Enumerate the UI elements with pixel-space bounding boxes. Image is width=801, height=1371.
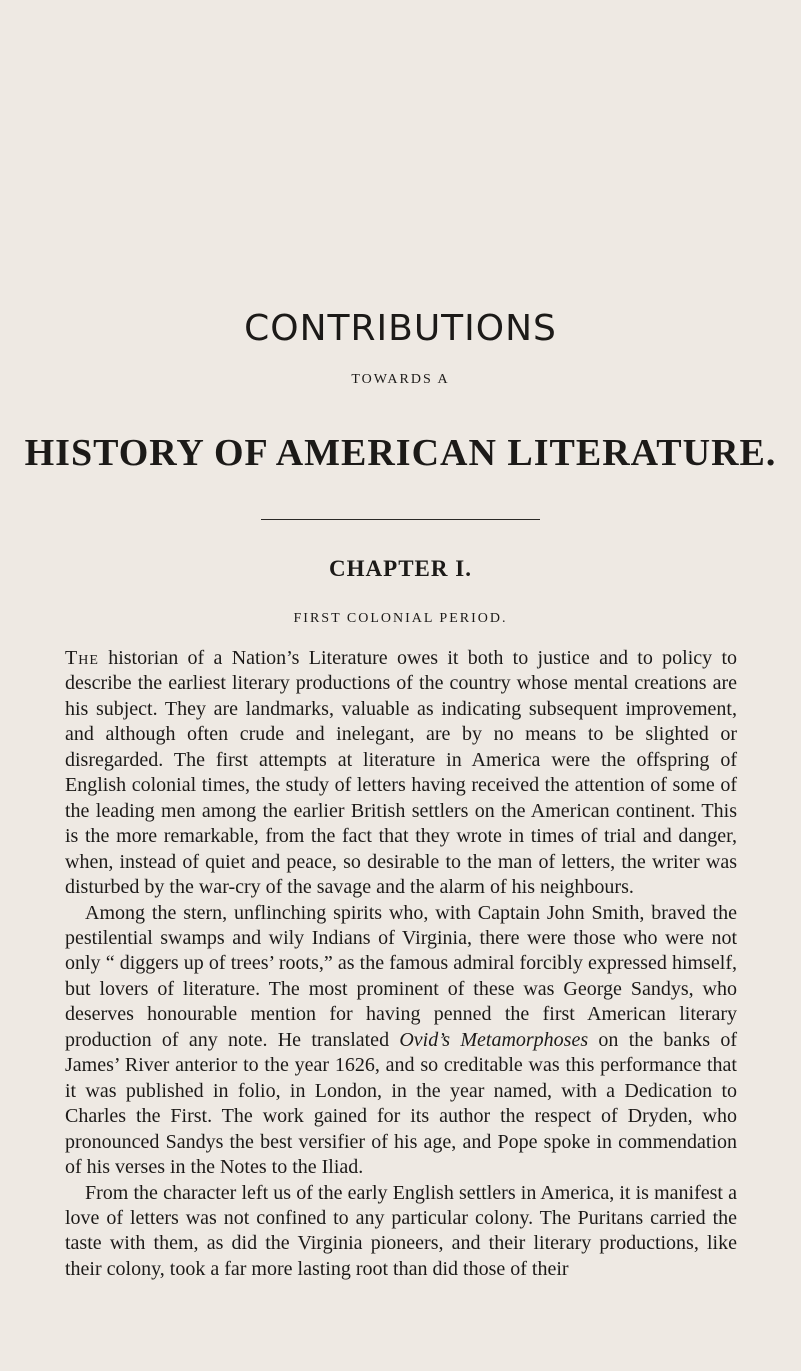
title-history: HISTORY OF AMERICAN LITERATURE. (24, 432, 777, 474)
paragraph-1-text: historian of a Nation’s Literature owes it both to justice and to policy to describe the earliest literary productions of the country whose mental creations are his subject. They are landmarks, valuable as indicating subsequent improvement, and although often crude and inelegant, are by no means to be slighted or disregarded. The first attempts at literature in America were the offspring of English colonial times, the study of letters having received the attention of some of the leading men among the earlier British settlers on the American continent. This is the more remarkable, from the fact that they wrote in times of trial and danger, when, instead of quiet and peace, so desirable to the man of letters, the writer was disturbed by the war-cry of the savage and the alarm of his neighbours. (65, 647, 737, 899)
paragraph-1 (65, 646, 737, 901)
paragraph-2 (65, 901, 737, 1181)
title-divider (261, 519, 540, 520)
paragraph-2-text-a: Among the stern, unflinching spirits who, with Captain John Smith, braved the pestilential swamps and wily Indians of Virginia, there were those who were not only “ diggers up of trees’ roots,” as the famous admiral forcibly expressed himself, but lovers of literature. The most prominent of these was George Sandys, who deserves honourable mention for having penned the first American literary production of any note. He translated (65, 901, 737, 1051)
title-contributions: CONTRIBUTIONS (244, 308, 557, 349)
lead-word: The (65, 647, 99, 669)
paragraph-2-text-b: on the banks of James’ River anterior to the year 1626, and so creditable was this performance that it was published in folio, in London, in the year named, with a Dedication to Charles the First. The work gained for its author the respect of Dryden, who pronounced Sandys the best versifier of his age, and Pope spoke in commendation of his verses in the Notes to the Iliad. (65, 1028, 737, 1179)
chapter-heading: CHAPTER I. (329, 556, 472, 581)
section-heading: FIRST COLONIAL PERIOD. (293, 611, 508, 626)
book-title-italic: Ovid’s Metamorphoses (399, 1028, 589, 1051)
body-text (65, 646, 737, 1282)
title-towards: TOWARDS A (351, 372, 450, 387)
paragraph-3: From the character left us of the early English settlers in America, it is manifest a love of letters was not confined to any particular colony. The Puritans carried the taste with them, as did the Virginia pioneers, and their literary productions, like their colony, took a far more lasting root than did those of their (65, 1181, 737, 1280)
